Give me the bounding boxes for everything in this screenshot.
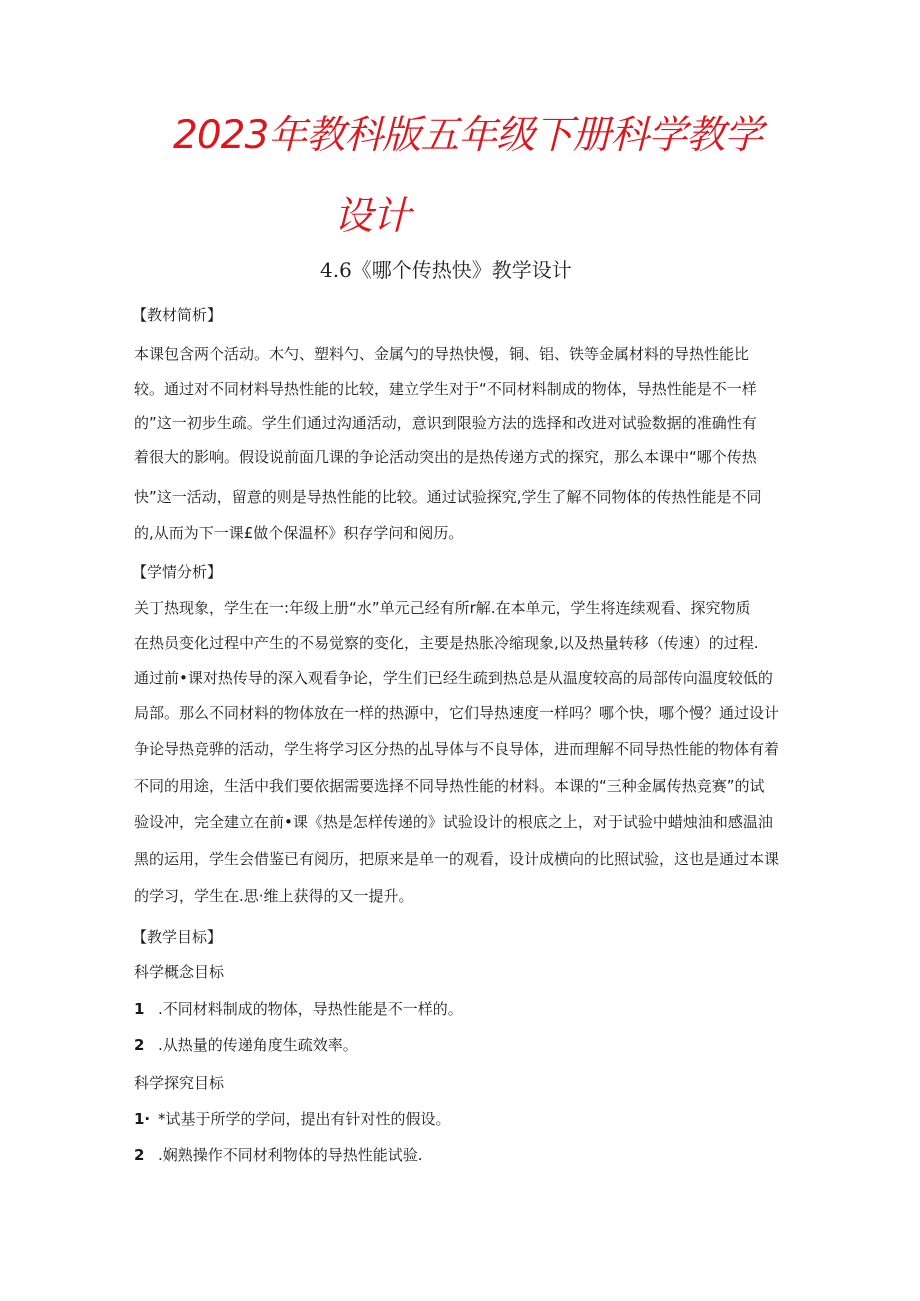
list-number: 1 <box>134 1000 145 1018</box>
title-text-2: 设计 <box>334 194 411 239</box>
paragraph-line: 着很大的影响。假设说前面几课的争论活动突出的是热传递方式的探究，那么本课中“哪个传热 <box>134 448 757 466</box>
list-number: 2 <box>134 1146 145 1164</box>
document-title-line1 <box>173 104 762 160</box>
goals-heading: 【教学目标】 <box>132 928 223 946</box>
list-text: .娴熟操作不同材利物体的导热性能试验. <box>158 1146 423 1164</box>
paragraph-line: 本课包含两个活动。木勺、塑料勺、金属勺的导热快慢，铜、铝、铁等金属材料的导热性能比 <box>134 345 750 363</box>
materials-heading: 【教材简析】 <box>132 306 223 324</box>
list-text: .不同材料制成的物体，导热性能是不一样的。 <box>158 1000 463 1018</box>
students-heading: 【学情分析】 <box>132 563 223 581</box>
paragraph-line: 的,从而为下一课£做个保温杯》积存学问和阅历。 <box>134 524 464 542</box>
paragraph-line: 通过前•课对热传导的深入观看争论，学生们已经生疏到热总是从温度较高的局部传向温度较低的 <box>134 669 773 687</box>
list-text: *试基于所学的学问，提出有针对性的假设。 <box>158 1110 451 1128</box>
list-item <box>134 1000 463 1018</box>
list-number: 2 <box>134 1036 145 1054</box>
document-title-line2 <box>334 185 410 241</box>
paragraph-line: 局部。那么不同材料的物体放在一样的热源中，它们导热速度一样吗？哪个快，哪个慢？通过设计 <box>134 704 780 722</box>
paragraph-line: 在热员变化过程中产生的不易觉察的变化，主要是热胀冷缩现象,以及热量转移（传速）的过程. <box>134 634 759 652</box>
title-text-1: 2023年教科版五年级下册科学教学 <box>173 113 763 158</box>
list-text: .从热量的传递角度生疏效率。 <box>158 1036 358 1054</box>
paragraph-line: 验设冲，完全建立在前•课《热是怎样传递的》试验设计的根底之上，对于试验中蜡烛油和感温油 <box>134 813 773 831</box>
list-item <box>134 1110 451 1128</box>
paragraph-line: 黑的运用，学生会借鉴已有阅历，把原来是单一的观看，设计成横向的比照试验，这也是通过本课 <box>134 850 780 868</box>
paragraph-line: 关丁热现象，学生在一:年级上册“水”单元己经有所r解.在本单元，学生将连续观看、探究物质 <box>134 599 751 617</box>
concept-subheading: 科学概念目标 <box>134 963 225 981</box>
paragraph-line: 不同的用途，生活中我们要依据需要选择不同导热性能的材料。本课的“三种金属传热竞赛”的试 <box>134 777 765 795</box>
paragraph-line: 争论导热竞骅的活动，学生将学习区分热的乩导体与不良导体，进而理解不同导热性能的物体有着 <box>134 740 780 758</box>
paragraph-line: 的”这一初步生疏。学生们通过沟通活动，意识到限验方法的选择和改进对试验数据的准确性有 <box>134 414 757 432</box>
paragraph-line: 的学习，学生在.思·维上获得的又一提升。 <box>134 887 414 905</box>
list-item <box>134 1036 358 1054</box>
document-subtitle: 4.6《哪个传热快》教学设计 <box>320 258 572 282</box>
list-item <box>134 1146 423 1164</box>
paragraph-line: 较。通过对不同材料导热性能的比较，建立学生对于“不同材料制成的物体，导热性能是不一样 <box>134 380 757 398</box>
paragraph-line: 快”这一活动，留意的则是导热性能的比较。通过试验探究,学生了解不同物体的传热性能是不同 <box>134 488 762 506</box>
list-number: 1· <box>134 1110 151 1128</box>
inquiry-subheading: 科学探究目标 <box>134 1074 225 1092</box>
